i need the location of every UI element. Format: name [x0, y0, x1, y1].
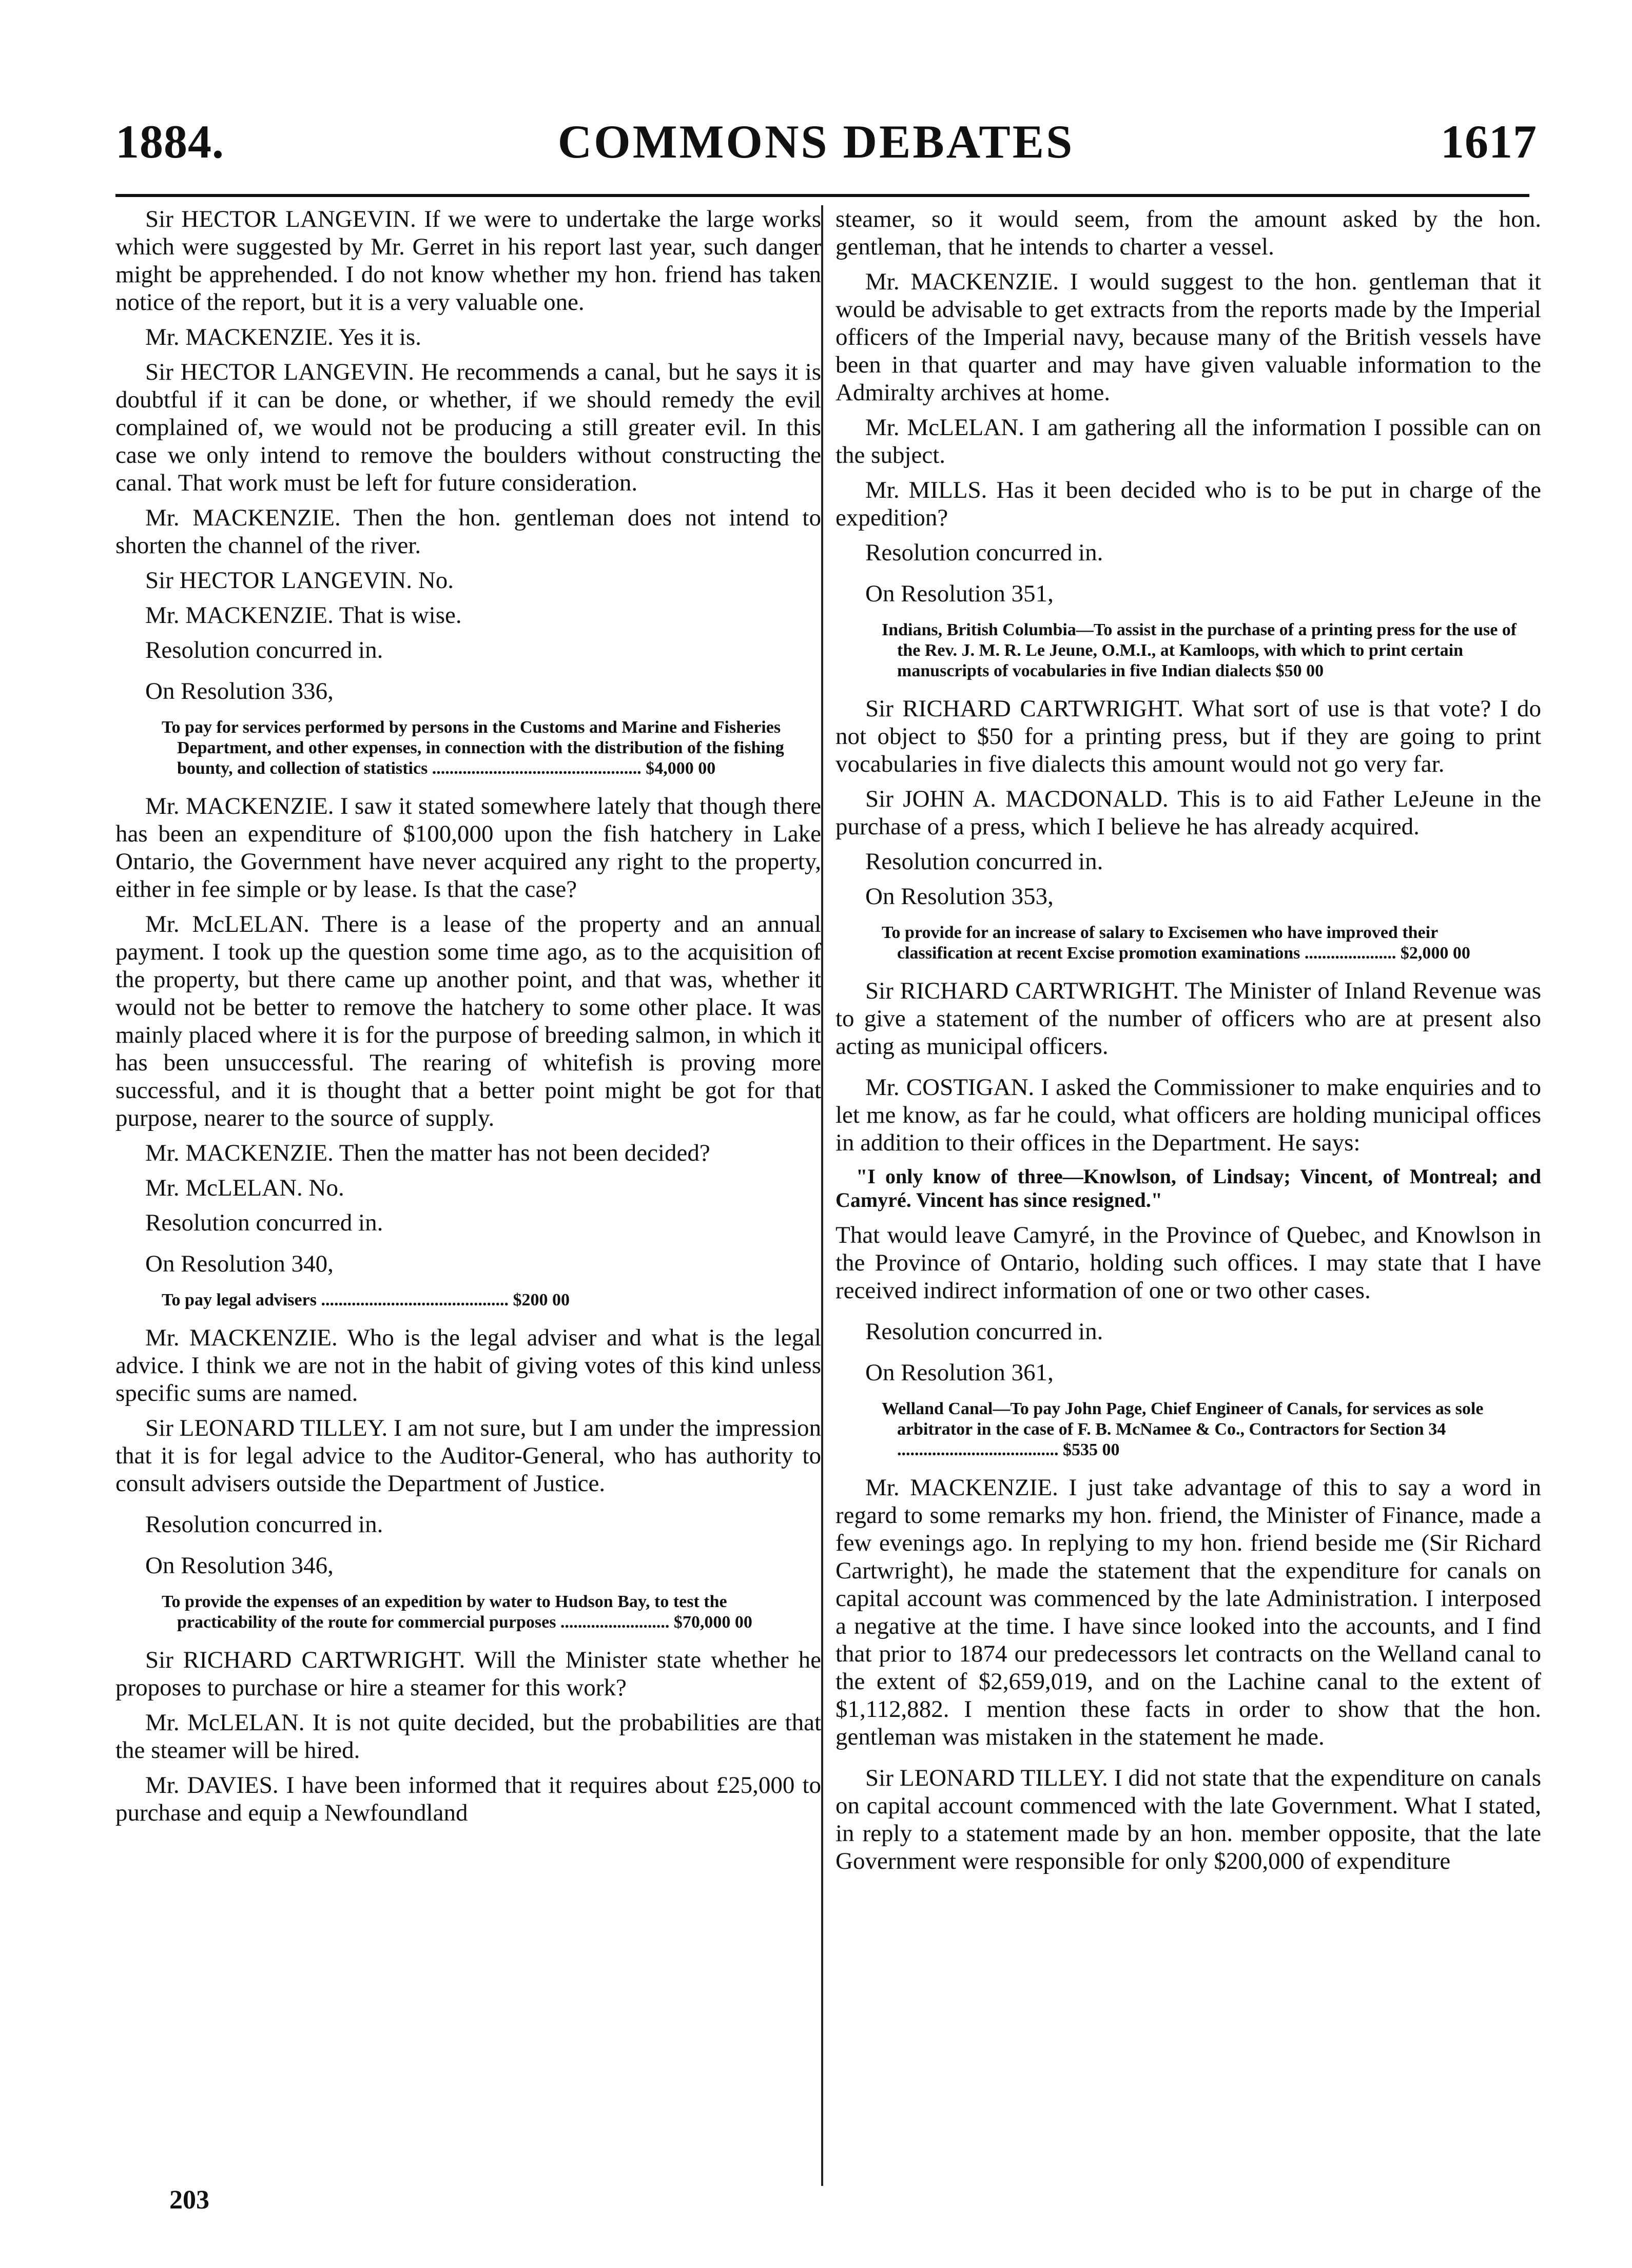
left-column: [115, 205, 821, 1827]
signature-number: 203: [169, 2185, 209, 2215]
paragraph: On Resolution 336,: [145, 678, 334, 705]
paragraph: Mr. DAVIES. I have been informed that it requires about £25,000 to purchase and equip a Newfoundland: [115, 1772, 821, 1826]
paragraph: Mr. MACKENZIE. Then the hon. gentleman does not intend to shorten the channel of the river.: [115, 504, 821, 559]
paragraph: Mr. MACKENZIE. That is wise.: [145, 602, 462, 629]
paragraph: On Resolution 351,: [865, 580, 1054, 607]
paragraph: Mr. COSTIGAN. I asked the Commissioner to make enquiries and to let me know, as far he could, what officers are holding municipal offices in addition to their offices in the Department. He says:: [836, 1074, 1541, 1156]
page-number: 1617: [1441, 115, 1537, 168]
page-title: COMMONS DEBATES: [557, 115, 1075, 168]
paragraph: Mr. MACKENZIE. Who is the legal adviser and what is the legal advice. I think we are not in the habit of giving votes of this kind unless specific sums are named.: [115, 1324, 821, 1406]
paragraph: Sir RICHARD CARTWRIGHT. The Minister of Inland Revenue was to give a statement of the number of officers who are at present also acting as municipal officers.: [836, 977, 1541, 1060]
paragraph: Resolution concurred in.: [865, 1318, 1103, 1345]
paragraph: Mr. McLELAN. No.: [145, 1175, 344, 1201]
paragraph: Resolution concurred in.: [145, 637, 383, 663]
paragraph: Sir HECTOR LANGEVIN. If we were to undertake the large works which were suggested by Mr. Gerret in his report last year, such danger might be apprehended. I do not know whether my hon. friend has taken notice of the report, but it is a very valuable one.: [115, 206, 821, 316]
paragraph: Sir RICHARD CARTWRIGHT. What sort of use is that vote? I do not object to $50 for a printing press, but if they are going to print vocabularies in five dialects this amount would not go very far.: [836, 695, 1541, 777]
paragraph: steamer, so it would seem, from the amount asked by the hon. gentleman, that he intends to charter a vessel.: [836, 206, 1541, 260]
paragraph: Mr. MACKENZIE. I saw it stated somewhere lately that though there has been an expenditure of $100,000 upon the fish hatchery in Lake Ontario, the Government have never acquired any right to the property, either in fee simple or by lease. Is that the case?: [115, 793, 821, 903]
paragraph: Mr. McLELAN. I am gathering all the information I possible can on the subject.: [836, 414, 1541, 468]
paragraph: That would leave Camyré, in the Province of Quebec, and Knowlson in the Province of Ontario, holding such offices. I may state that I have received indirect information of one or two other cases.: [836, 1222, 1541, 1304]
quotation: "I only know of three—Knowlson, of Lindsay; Vincent, of Montreal; and Camyré. Vincent has since resigned.": [836, 1165, 1541, 1211]
resolution-item: To provide the expenses of an expedition by water to Hudson Bay, to test the practicability of the route for commercial purposes ......................... $70,000 00: [162, 1592, 752, 1632]
paragraph: On Resolution 340,: [145, 1250, 334, 1277]
right-column: [836, 205, 1541, 1875]
paragraph: Mr. MILLS. Has it been decided who is to be put in charge of the expedition?: [836, 477, 1541, 531]
paragraph: Mr. McLELAN. It is not quite decided, but the probabilities are that the steamer will be hired.: [115, 1709, 821, 1764]
resolution-item: To pay for services performed by persons in the Customs and Marine and Fisheries Department, and other expenses, in connection with the distribution of the fishing bounty, and collection of statistics ................................................ $4,000 00: [162, 718, 784, 778]
paragraph: Resolution concurred in.: [865, 539, 1103, 566]
resolution-item: Welland Canal—To pay John Page, Chief Engineer of Canals, for services as sole arbitrator in the case of F. B. McNamee & Co., Contractors for Section 34 ..................................... $535 00: [882, 1399, 1484, 1459]
resolution-item: Indians, British Columbia—To assist in the purchase of a printing press for the use of the Rev. J. M. R. Le Jeune, O.M.I., at Kamloops, with which to print certain manuscripts of vocabularies in five Indian dialects $50 00: [882, 620, 1517, 680]
paragraph: Sir LEONARD TILLEY. I am not sure, but I am under the impression that it is for legal advice to the Auditor-General, who has authority to consult advisers outside the Department of Justice.: [115, 1415, 821, 1497]
paragraph: Resolution concurred in.: [145, 1209, 383, 1236]
paragraph: On Resolution 361,: [865, 1359, 1054, 1386]
paragraph: Mr. MACKENZIE. Then the matter has not been decided?: [145, 1140, 710, 1166]
paragraph: Sir RICHARD CARTWRIGHT. Will the Minister state whether he proposes to purchase or hire a steamer for this work?: [115, 1647, 821, 1701]
resolution-item: To provide for an increase of salary to Excisemen who have improved their classification at recent Excise promotion examinations ..................... $2,000 00: [882, 923, 1470, 963]
paragraph: Sir JOHN A. MACDONALD. This is to aid Father LeJeune in the purchase of a press, which I believe he has already acquired.: [836, 786, 1541, 840]
paragraph: Sir HECTOR LANGEVIN. No.: [145, 567, 454, 594]
paragraph: Resolution concurred in.: [865, 848, 1103, 875]
paragraph: Mr. MACKENZIE. Yes it is.: [145, 324, 421, 350]
paragraph: Mr. MACKENZIE. I just take advantage of this to say a word in regard to some remarks my hon. friend, the Minister of Finance, made a few evenings ago. In replying to my hon. friend beside me (Sir Richard Cartwright), he made the statement that the expenditure for canals on capital account was commenced by the late Administration. I interposed a negative at the time. I have since looked into the accounts, and I find that prior to 1874 our predecessors let contracts on the Welland canal to the extent of $2,659,019, and on the Lachine canal to the extent of $1,112,882. I mention these facts in order to show that the hon. gentleman was mistaken in the statement he made.: [836, 1474, 1541, 1750]
column-divider: [821, 205, 823, 2186]
paragraph: Sir HECTOR LANGEVIN. He recommends a canal, but he says it is doubtful if it can be done, or whether, if we should remedy the evil complained of, we would not be producing a still greater evil. In this case we only intend to remove the boulders without constructing the canal. That work must be left for future consideration.: [115, 359, 821, 496]
paragraph: Mr. MACKENZIE. I would suggest to the hon. gentleman that it would be advisable to get extracts from the reports made by the Imperial officers of the Imperial navy, because many of the British vessels have been in that quarter and may have given valuable information to the Admiralty archives at home.: [836, 268, 1541, 406]
paragraph: On Resolution 353,: [865, 883, 1054, 910]
resolution-item: To pay legal advisers ........................................... $200 00: [162, 1291, 570, 1309]
header-year: 1884.: [115, 115, 224, 168]
paragraph: Sir LEONARD TILLEY. I did not state that the expenditure on canals on capital account commenced with the late Government. What I stated, in reply to a statement made by an hon. member opposite, that the late Government were responsible for only $200,000 of expenditure: [836, 1765, 1541, 1874]
header-rule: [115, 194, 1529, 197]
paragraph: On Resolution 346,: [145, 1552, 334, 1579]
paragraph: Resolution concurred in.: [145, 1511, 383, 1538]
paragraph: Mr. McLELAN. There is a lease of the property and an annual payment. I took up the question some time ago, as to the acquisition of the property, but there came up another point, and that was, whether it would not be better to remove the hatchery to some other place. It was mainly placed where it is for the purpose of breeding salmon, in which it has been unsuccessful. The rearing of whitefish is proving more successful, and it is thought that a better point might be got for that purpose, nearer to the source of supply.: [115, 911, 821, 1131]
